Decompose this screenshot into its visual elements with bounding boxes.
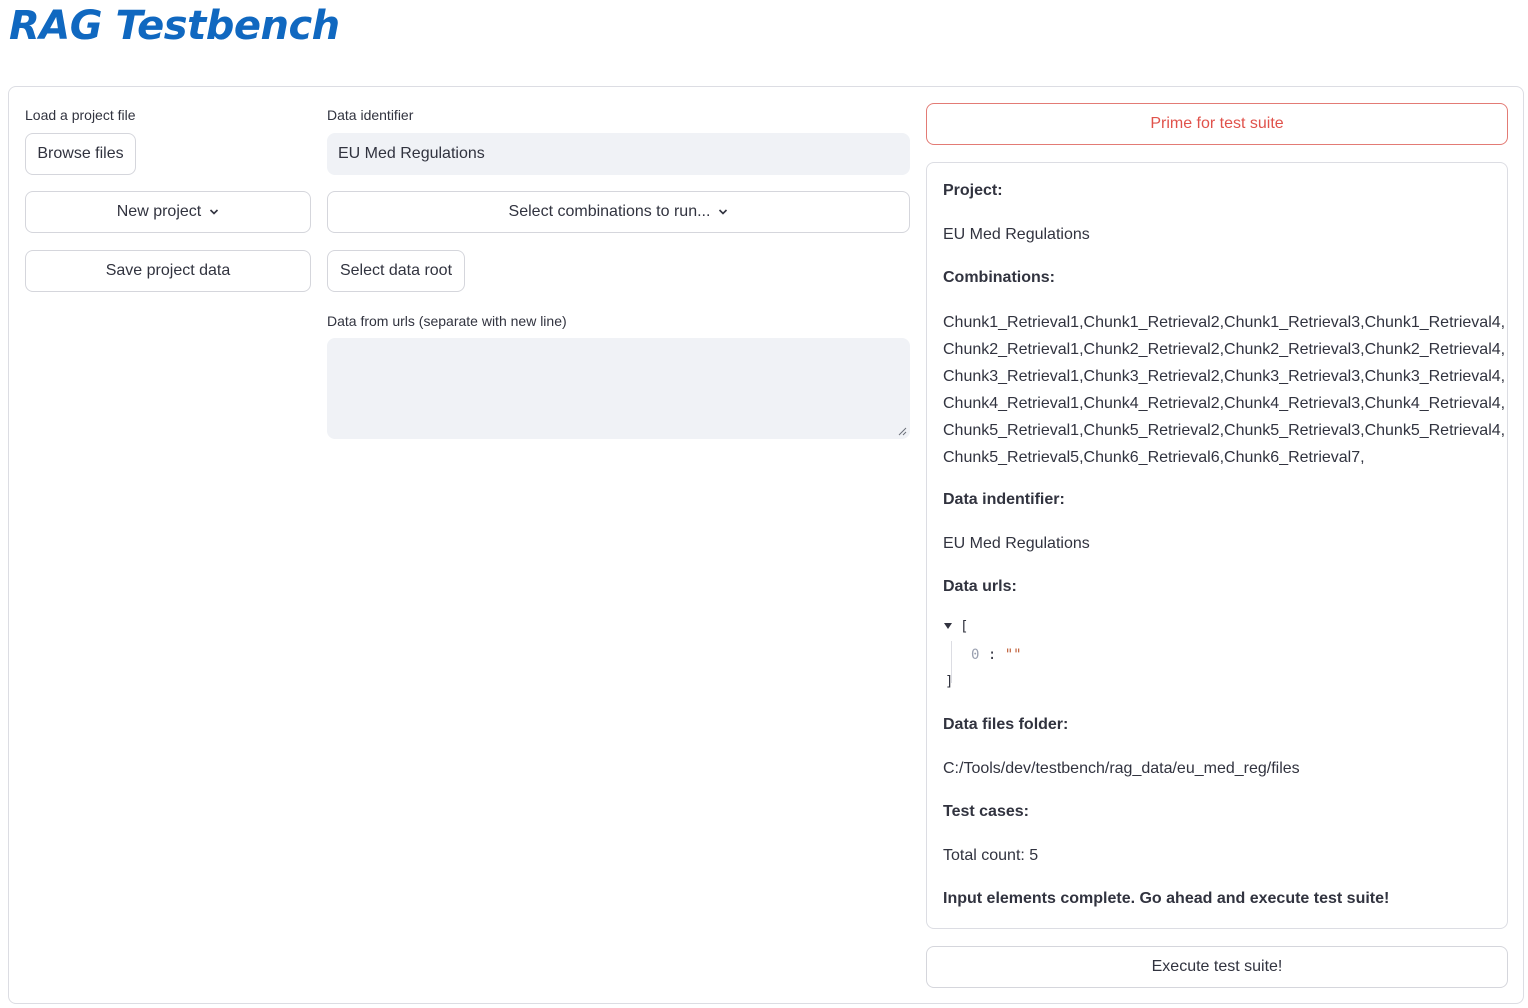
new-project-dropdown[interactable] [25,191,311,233]
summary-panel [926,162,1508,929]
identifier-heading: Data indentifier: [943,491,1065,508]
app-title: RAG Testbench [9,3,340,49]
resize-grip-icon[interactable] [897,426,907,436]
combinations-heading: Combinations: [943,269,1055,286]
testcases-value: Total count: 5 [943,847,1039,864]
project-value: EU Med Regulations [943,226,1090,243]
save-project-button[interactable]: Save project data [25,250,311,292]
data-identifier-label: Data identifier [327,107,414,123]
json-open-bracket: [ [960,619,969,635]
select-data-root-button[interactable]: Select data root [327,250,465,292]
chevron-down-icon [209,207,219,217]
combination-line: Chunk4_Retrieval1,Chunk4_Retrieval2,Chunk4_Retrieval3,Chunk4_Retrieval4, [943,395,1506,412]
urls-heading: Data urls: [943,578,1017,595]
combination-line: Chunk2_Retrieval1,Chunk2_Retrieval2,Chunk2_Retrieval3,Chunk2_Retrieval4, [943,341,1506,358]
browse-files-button[interactable]: Browse files [25,133,136,175]
json-value: "" [1004,647,1022,663]
json-colon: : [987,647,997,663]
combinations-dropdown-label: Select combinations to run... [508,203,711,220]
combination-line: Chunk1_Retrieval1,Chunk1_Retrieval2,Chunk1_Retrieval3,Chunk1_Retrieval4, [943,314,1506,331]
caret-down-icon[interactable] [943,622,953,630]
combinations-list [943,309,1505,471]
data-identifier-input[interactable]: EU Med Regulations [327,133,910,175]
combination-line: Chunk5_Retrieval1,Chunk5_Retrieval2,Chunk5_Retrieval3,Chunk5_Retrieval4, [943,422,1506,439]
json-entry [971,647,1022,663]
combination-line: Chunk3_Retrieval1,Chunk3_Retrieval2,Chunk3_Retrieval3,Chunk3_Retrieval4, [943,368,1506,385]
testcases-heading: Test cases: [943,803,1029,820]
urls-label: Data from urls (separate with new line) [327,313,567,329]
json-viewer [943,619,1143,695]
prime-test-suite-button[interactable]: Prime for test suite [926,103,1508,145]
project-heading: Project: [943,182,1003,199]
json-index: 0 [971,647,980,663]
urls-textarea[interactable] [327,338,910,439]
folder-heading: Data files folder: [943,716,1069,733]
chevron-down-icon [718,207,728,217]
new-project-label: New project [116,203,202,220]
identifier-value: EU Med Regulations [943,535,1090,552]
folder-value: C:/Tools/dev/testbench/rag_data/eu_med_reg/files [943,760,1300,777]
combinations-dropdown[interactable] [327,191,910,233]
combination-line: Chunk5_Retrieval5,Chunk6_Retrieval6,Chunk6_Retrieval7, [943,449,1365,466]
load-project-label: Load a project file [25,107,136,123]
execute-test-suite-button[interactable]: Execute test suite! [926,946,1508,988]
completion-message: Input elements complete. Go ahead and execute test suite! [943,890,1390,907]
json-close-bracket: ] [945,674,954,690]
